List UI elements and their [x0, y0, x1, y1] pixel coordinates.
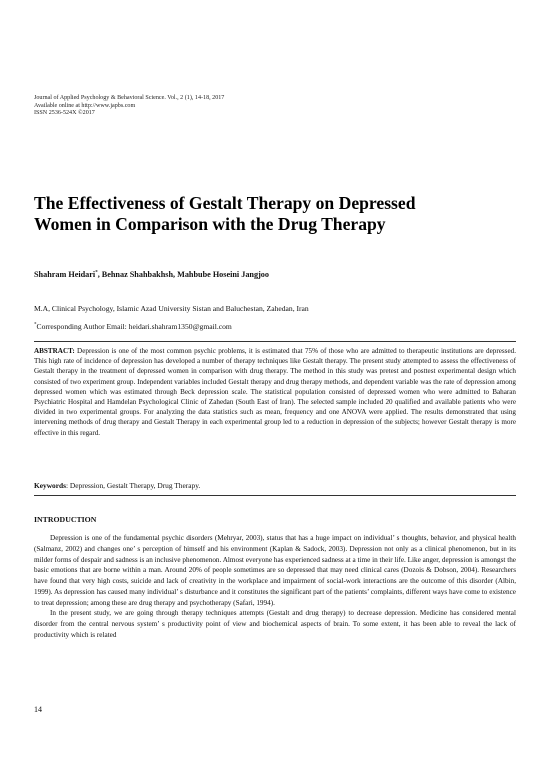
journal-header	[34, 95, 514, 118]
keywords-label: Keywords	[34, 481, 67, 490]
corresponding-mark-footnote: *	[34, 322, 37, 328]
keywords	[34, 481, 200, 490]
title-line-1: The Effectiveness of Gestalt Therapy on Depressed	[34, 193, 416, 213]
introduction-paragraph-2: In the present study, we are going through therapy techniques attempts (Gestalt and drug therapy) to decrease depression. Medicine has considered mental disorder from the central nervous system’ s productivity point of view and biochemical aspects of brain. To some extent, it has been able to reveal the lack of productivity which is related	[34, 609, 516, 639]
paper-title	[34, 193, 514, 235]
title-line-2: Women in Comparison with the Drug Therapy	[34, 214, 386, 234]
journal-citation: Journal of Applied Psychology & Behavioral Science. Vol., 2 (1), 14-18, 2017	[34, 95, 225, 101]
page-number: 14	[34, 705, 42, 714]
author-others: , Behnaz Shahbakhsh, Mahbube Hoseini Jangjoo	[97, 270, 269, 279]
journal-url[interactable]: Available online at http://www.japbs.com	[34, 102, 136, 109]
author-first: Shahram Heidari	[34, 270, 96, 279]
introduction-body	[34, 533, 516, 641]
corresponding-author	[34, 322, 232, 331]
abstract-bottom-rule	[34, 495, 516, 496]
abstract-label: ABSTRACT:	[34, 347, 75, 355]
corresponding-mark: *	[95, 270, 98, 276]
corresponding-email[interactable]: Corresponding Author Email: heidari.shahram1350@gmail.com	[36, 322, 232, 331]
abstract-text: Depression is one of the most common psychic problems, it is estimated that 75% of those who are admitted to therapeutic institutions are depressed. This high rate of incidence of depression has developed a number of therapy techniques like Gestalt therapy. The present study attempted to assess the effectiveness of Gestalt therapy in the treatment of depressed women in comparison with drug therapy. The method in this study was pretest and posttest experimental design which consisted of two experiment group. Independent variables included Gestalt therapy and drug therapy methods, and dependent variable was the rate of depression among depressed women which was estimated through Beck depression scale. The statistical population consisted of depressed women who were admitted to Baharan Psychiatric Hospital and Hamdelan Psychological Clinic of Zahedan (South East of Iran). The selected sample included 20 qualified and available patients who were divided in two experimental groups. For analyzing the data statistics such as mean, frequency and one ANOVA were applied. The results demonstrated that using intervening methods of drug therapy and Gestalt Therapy in each experimental group led to a reduction in depression of the subjects; however Gestalt therapy is more effective in this regard.	[34, 347, 516, 437]
abstract	[34, 346, 516, 438]
keywords-text: : Depression, Gestalt Therapy, Drug Therapy.	[66, 481, 201, 490]
abstract-top-rule	[34, 341, 516, 342]
author-list	[34, 270, 269, 279]
journal-issn: ISSN 2536-524X ©2017	[34, 110, 95, 117]
introduction-heading: INTRODUCTION	[34, 515, 97, 524]
introduction-paragraph-1: Depression is one of the fundamental psychic disorders (Mehryar, 2003), status that has a huge impact on individual’ s thoughts, behavior, and physical health (Salmanz, 2002) and changes one’ s perception of himself and his environment (Kaplan & Sadock, 2003). Depression not only as a clinical phenomenon, but in its milder forms of despair and sadness is an inclusive phenomenon. Almost everyone has experienced sadness at a time in their life. Like anger, depression is amongst the basic emotions that are borne within a man. Around 20% of people sometimes are so depressed that may need clinical cares (Dozois & Dobson, 2004). Researchers have found that very high costs, suicide and lack of creativity in the workplace and impairment of social-work interactions are the outcome of this disorder (Albin, 1999). As depression has caused many individual’ s disturbance and it constitutes the significant part of the patients’ complaints, different ways have come to existence to treat depression; among these are drug therapy and psychotherapy (Safari, 1994).	[34, 534, 516, 607]
affiliation: M.A, Clinical Psychology, Islamic Azad University Sistan and Baluchestan, Zahedan, Iran	[34, 304, 309, 313]
